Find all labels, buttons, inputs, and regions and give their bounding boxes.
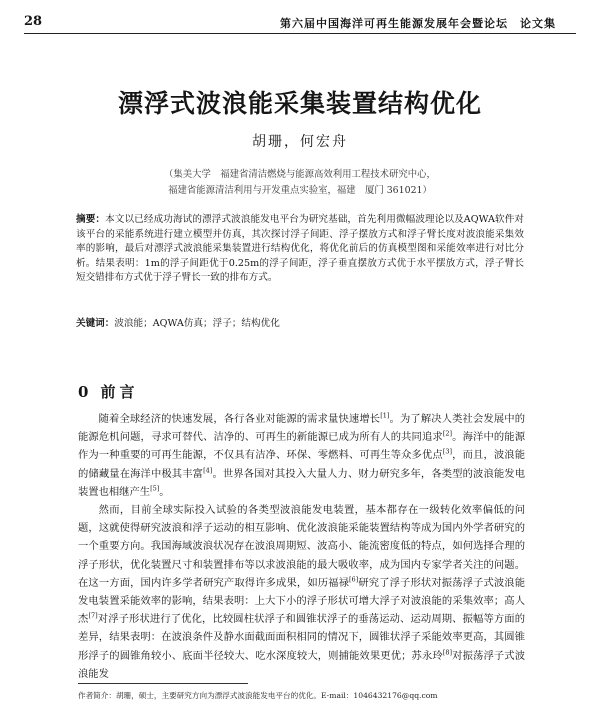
page-number: 28	[24, 14, 43, 29]
citation: [4]	[203, 466, 213, 475]
text-run: 对浮子形状进行了优化，比较圆柱状浮子和圆锥状浮子的垂荡运动、运动周期、振幅等方面的差异，结果表明：在波浪条件及静水面截面面积相同的情况下，圆锥状浮子采能效率更高，其圆锥形浮子的圆锥角较小、底面半径较大、吃水深度较大，则捕能效果更优；苏永玲	[78, 613, 526, 662]
text-run: 。世界各国对其投入大量人力、财力研究多年，各类型的波浪能发电装置也相继产生	[78, 467, 526, 498]
paragraph-1	[78, 410, 525, 501]
running-title: 第六届中国海洋可再生能源发展年会暨论坛 论文集	[280, 17, 556, 30]
citation: [1]	[380, 411, 390, 420]
text-run: 。	[159, 485, 170, 498]
page-header	[24, 14, 576, 32]
citation: [2]	[442, 429, 453, 438]
text-run: 随着全球经济的快速发展，各行各业对能源的需求量快速增长	[98, 413, 381, 425]
citation: [7]	[88, 611, 98, 620]
affiliation-line-1: （集美大学 福建省清洁燃烧与能源高效利用工程技术研究中心，	[164, 169, 436, 180]
keywords-label: 关键词：	[76, 318, 115, 329]
body-text	[78, 410, 525, 683]
paper-title: 漂浮式波浪能采集装置结构优化	[117, 89, 482, 118]
abstract-text: 本文以已经成功海试的漂浮式波浪能发电平台为研究基础，首先利用微幅波理论以及AQWA软件对该平台的采能系统进行建立模型并仿真，其次探讨浮子间距、浮子摆放方式和浮子臂长度对波浪能采集效率的影响，最后对漂浮式波浪能采集装置进行结构优化，将优化前后的仿真模型图和采能效率进行对比分析。结果表明：1m的浮子间距优于0.25m的浮子间距，浮子垂直摆放方式优于水平摆放方式，浮子臂长短交错排布方式优于浮子臂长一致的排布方式。	[76, 214, 525, 284]
keywords	[76, 317, 524, 331]
text-run: 然而，目前全球实际投入试验的各类型波浪能发电装置，基本都存在一级转化效率偏低的问题，这就使得研究波浪和浮子运动的相互影响、优化波浪能采能装置结构等成为国内外学者研究的一个重要方向。我国海域波浪状况存在波浪周期短、波高小、能流密度低的特点，如何选择合理的浮子形状，优化装置尺寸和装置排布等以求波浪能的最大吸收率，成为国内专家学者关注的问题。在这一方面，国内许多学者研究产取得许多成果，如历福禄	[78, 504, 525, 589]
citation: [5]	[150, 484, 160, 493]
keywords-text: 波浪能；AQWA仿真；浮子；结构优化	[114, 318, 280, 329]
footnote: 作者简介：胡珊，硕士，主要研究方向为漂浮式波浪能发电平台的优化。E-mail：1046432176@qq.com	[78, 691, 438, 700]
paragraph-2	[78, 501, 525, 683]
citation: [8]	[442, 648, 453, 657]
text-run: 对振荡浮子式波浪能发	[78, 649, 526, 680]
abstract-label: 摘要：	[76, 214, 106, 225]
header-rule	[24, 33, 576, 34]
section-heading	[78, 381, 138, 402]
text-run: ，而且，波浪能的储藏量在海洋中极其丰富	[78, 449, 526, 480]
paper-authors: 胡珊，何宏舟	[252, 134, 348, 150]
text-run: 研究了浮子形状对振荡浮子式波浪能发电装置采能效率的影响，结果表明：上大下小的浮子形状可增大浮子对波浪能的采集效率；高人杰	[78, 576, 526, 626]
text-run: 。海洋中的能源作为一种重要的可再生能源，不仅具有洁净、环保、零燃料、可再生等众多优点	[78, 431, 526, 462]
section-number: 0	[78, 383, 89, 401]
citation: [6]	[349, 575, 359, 584]
abstract	[76, 213, 524, 286]
citation: [3]	[442, 447, 453, 456]
affiliation-line-2: 福建省能源清洁利用与开发重点实验室，福建 厦门 361021）	[168, 185, 432, 196]
section-title: 前言	[100, 383, 139, 401]
footnote-rule	[78, 683, 248, 684]
text-run: 。为了解决人类社会发展中的能源危机问题，寻求可替代、洁净的、可再生的新能源已成为所有人的共同追求	[78, 413, 526, 444]
